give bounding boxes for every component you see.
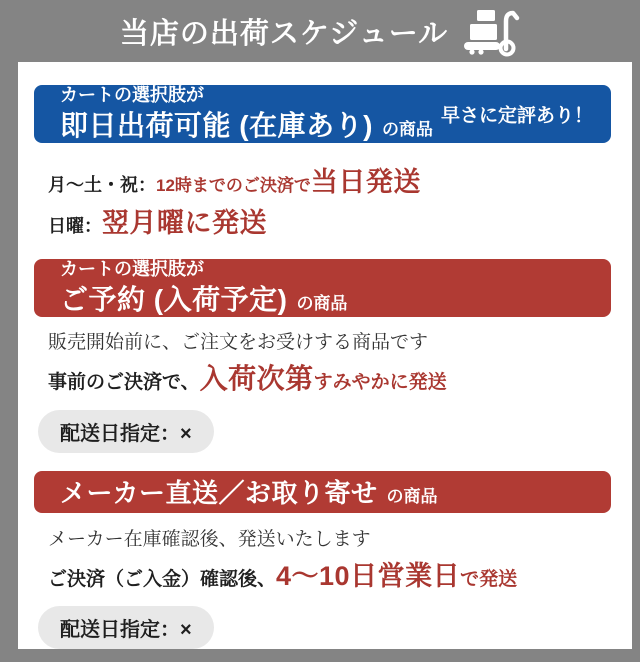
preorder-condition: 事前のご決済で、 [48, 372, 200, 394]
panel-header [0, 0, 640, 62]
weekday-condition: 12時までのご決済で [156, 175, 311, 195]
banner-preorder-suffix: の商品 [296, 293, 348, 313]
banner-direct-big: メーカー直送／お取り寄せ [60, 478, 378, 509]
banner-instock-note: 早さに定評あり！ [440, 105, 593, 127]
banner-direct-suffix: の商品 [386, 487, 438, 507]
sunday-label: 日曜： [48, 216, 102, 237]
direct-highlight: 4〜10日営業日 [276, 560, 461, 591]
preorder-result: すみやかに発送 [313, 372, 447, 394]
direct-line-info [48, 527, 632, 553]
weekday-label: 月〜土・祝： [48, 174, 156, 195]
preorder-info: 販売開始前に、ご注文をお受けする商品です [48, 331, 429, 353]
direct-line-ship [48, 558, 632, 594]
banner-preorder [34, 259, 611, 317]
banner-preorder-small: カートの選択肢が [60, 259, 204, 280]
preorder-schedule-text [48, 330, 632, 398]
banner-instock-big: 即日出荷可能 (在庫あり) [60, 109, 373, 141]
direct-info: メーカー在庫確認後、発送いたします [48, 528, 371, 550]
delivery-date-badge-direct: 配送日指定：× [38, 606, 214, 649]
preorder-line-info [48, 330, 632, 356]
preorder-highlight: 入荷次第 [199, 363, 314, 395]
banner-instock [34, 85, 611, 143]
instock-line-sunday [48, 205, 632, 241]
banner-instock-text [60, 85, 433, 142]
direct-result: で発送 [460, 568, 518, 590]
preorder-line-ship [48, 360, 632, 398]
direct-condition: ご決済（ご入金）確認後、 [48, 568, 277, 590]
weekday-result: 当日発送 [310, 166, 421, 197]
page-title: 当店の出荷スケジュール [119, 17, 449, 50]
handtruck-icon [462, 9, 520, 57]
banner-preorder-text [60, 259, 347, 316]
sunday-result: 翌月曜に発送 [102, 208, 267, 239]
instock-line-weekday [48, 164, 632, 200]
direct-schedule-text [48, 527, 632, 594]
banner-instock-small: カートの選択肢が [60, 85, 204, 106]
panel-body [18, 62, 632, 649]
banner-direct [34, 471, 611, 513]
delivery-date-badge-preorder: 配送日指定：× [38, 410, 214, 453]
instock-schedule-text [48, 164, 632, 242]
banner-instock-suffix: の商品 [381, 119, 433, 139]
banner-preorder-big: ご予約 (入荷予定) [60, 283, 288, 315]
